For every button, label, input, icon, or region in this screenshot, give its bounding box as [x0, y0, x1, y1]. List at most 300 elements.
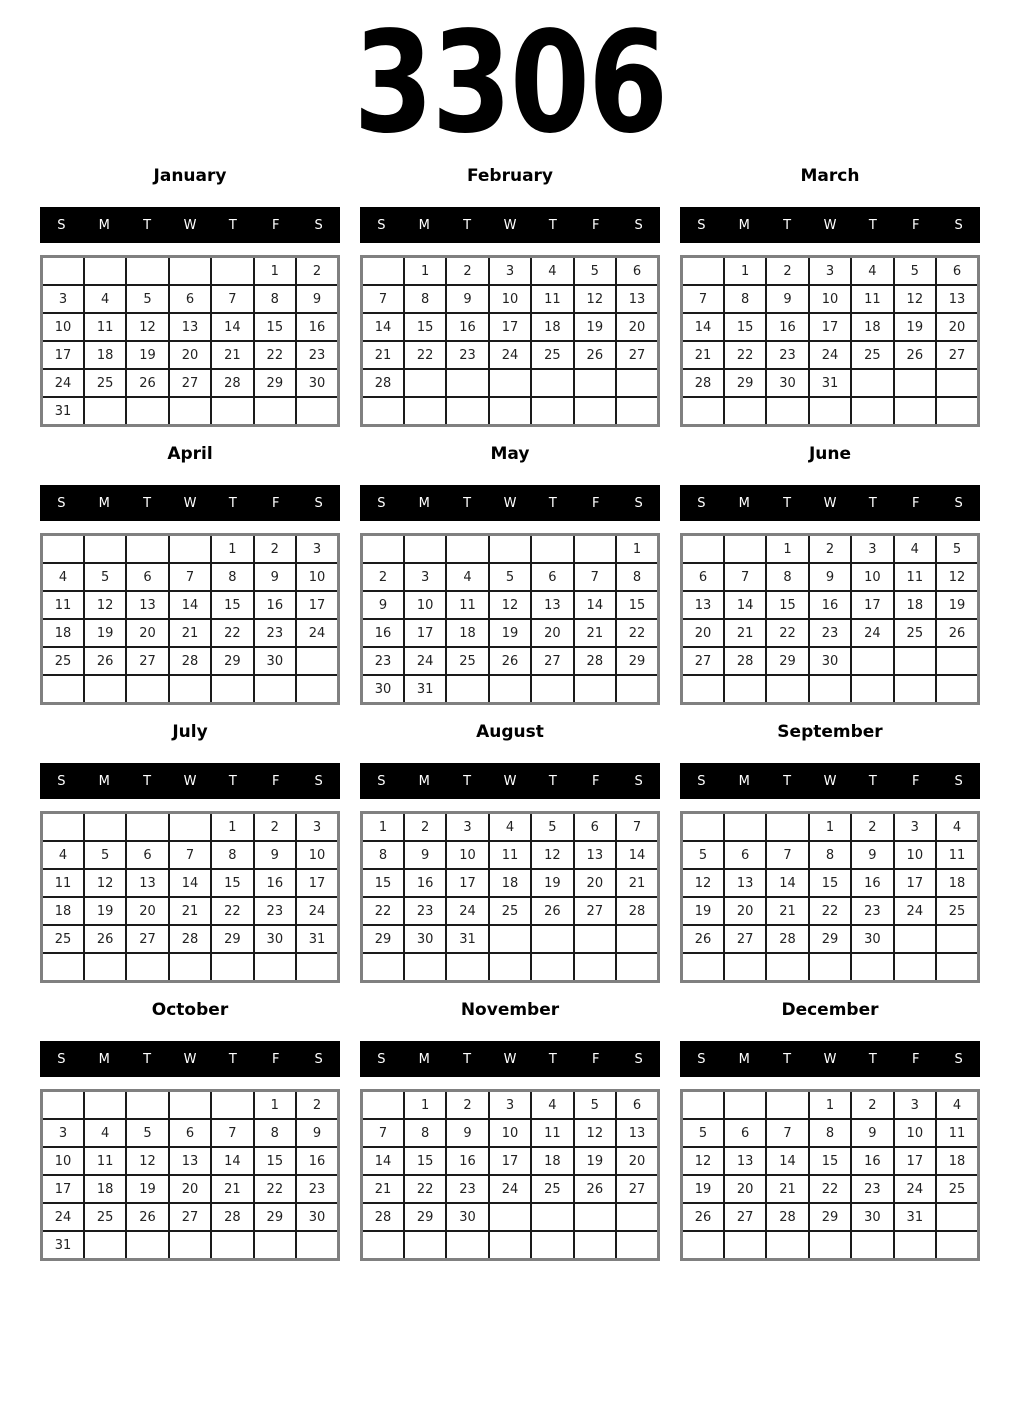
- week-row: [682, 869, 979, 897]
- day-cell: [362, 257, 404, 286]
- day-cell: 20: [531, 619, 573, 647]
- day-cell: [936, 369, 978, 397]
- day-cell: [296, 675, 338, 704]
- day-cell: [84, 257, 126, 286]
- week-row: [42, 675, 339, 704]
- day-cell: 13: [936, 285, 978, 313]
- day-cell: [936, 397, 978, 426]
- day-cell: 24: [489, 341, 531, 369]
- day-cell: [724, 397, 766, 426]
- day-cell: 10: [42, 313, 84, 341]
- day-cell: 20: [616, 313, 658, 341]
- day-cell: 13: [126, 869, 168, 897]
- day-cell: 13: [616, 285, 658, 313]
- day-cell: 10: [296, 563, 338, 591]
- day-cell: 26: [682, 925, 724, 953]
- day-cell: 5: [531, 813, 573, 842]
- day-cell: [362, 1231, 404, 1260]
- day-cell: 10: [489, 285, 531, 313]
- day-cell: 9: [851, 1119, 893, 1147]
- day-cell: [42, 257, 84, 286]
- day-cell: [851, 397, 893, 426]
- day-cell: [574, 675, 616, 704]
- day-cell: 12: [489, 591, 531, 619]
- day-cell: 14: [616, 841, 658, 869]
- day-cell: 17: [296, 591, 338, 619]
- month-title: November: [460, 1000, 560, 1020]
- day-cell: 19: [682, 1175, 724, 1203]
- day-cell: 20: [126, 619, 168, 647]
- day-cell: 11: [936, 1119, 978, 1147]
- day-cell: 7: [169, 563, 211, 591]
- day-cell: 23: [851, 1175, 893, 1203]
- day-cell: 19: [574, 1147, 616, 1175]
- day-cell: [724, 1091, 766, 1120]
- day-cell: 11: [489, 841, 531, 869]
- day-cell: 26: [126, 1203, 168, 1231]
- week-row: [42, 869, 339, 897]
- day-cell: 8: [809, 841, 851, 869]
- day-cell: 9: [446, 1119, 488, 1147]
- month-title: August: [476, 722, 544, 742]
- week-row: [682, 535, 979, 564]
- weekday-label: S: [697, 1051, 706, 1067]
- day-cell: [211, 257, 253, 286]
- weekday-label: F: [591, 773, 600, 789]
- day-cell: 20: [682, 619, 724, 647]
- weekday-label: S: [634, 217, 643, 233]
- weekday-header: [680, 207, 980, 243]
- week-row: [682, 647, 979, 675]
- day-cell: 22: [809, 897, 851, 925]
- day-cell: 21: [362, 341, 404, 369]
- day-cell: 6: [126, 563, 168, 591]
- day-cell: [574, 535, 616, 564]
- day-cell: 12: [936, 563, 978, 591]
- week-row: [42, 313, 339, 341]
- week-row: [362, 285, 659, 313]
- day-cell: [894, 1231, 936, 1260]
- month-title: October: [151, 1000, 229, 1020]
- weekday-label: S: [697, 495, 706, 511]
- day-cell: [404, 535, 446, 564]
- weekday-label: T: [783, 773, 792, 789]
- week-row: [682, 925, 979, 953]
- day-cell: 14: [724, 591, 766, 619]
- day-cell: 28: [169, 647, 211, 675]
- days-grid: [360, 533, 660, 705]
- day-cell: [446, 953, 488, 982]
- week-row: [42, 563, 339, 591]
- day-cell: 25: [531, 341, 573, 369]
- day-cell: 23: [446, 341, 488, 369]
- weekday-label: W: [823, 495, 837, 511]
- weekday-label: T: [868, 217, 877, 233]
- day-cell: 25: [489, 897, 531, 925]
- weekday-label: S: [314, 495, 323, 511]
- day-cell: 12: [574, 1119, 616, 1147]
- day-cell: 18: [531, 1147, 573, 1175]
- day-cell: [616, 925, 658, 953]
- week-row: [42, 1175, 339, 1203]
- day-cell: [531, 1203, 573, 1231]
- day-cell: 18: [84, 341, 126, 369]
- weekday-header: [40, 207, 340, 243]
- day-cell: 20: [126, 897, 168, 925]
- day-cell: 28: [766, 925, 808, 953]
- weekday-label: T: [228, 495, 237, 511]
- day-cell: 5: [84, 841, 126, 869]
- day-cell: 25: [42, 925, 84, 953]
- weekday-label: T: [143, 773, 152, 789]
- week-row: [42, 1147, 339, 1175]
- day-cell: 20: [724, 897, 766, 925]
- day-cell: [296, 647, 338, 675]
- day-cell: 19: [84, 619, 126, 647]
- weekday-label: M: [418, 217, 430, 233]
- day-cell: [84, 675, 126, 704]
- day-cell: 8: [211, 563, 253, 591]
- day-cell: 25: [42, 647, 84, 675]
- weekday-label: W: [183, 773, 197, 789]
- day-cell: 14: [682, 313, 724, 341]
- day-cell: [851, 1231, 893, 1260]
- weekday-label: S: [314, 217, 323, 233]
- day-cell: 20: [616, 1147, 658, 1175]
- week-row: [682, 1091, 979, 1120]
- day-cell: 5: [574, 1091, 616, 1120]
- day-cell: [362, 535, 404, 564]
- day-cell: [531, 369, 573, 397]
- day-cell: 2: [446, 1091, 488, 1120]
- day-cell: 14: [211, 1147, 253, 1175]
- day-cell: 7: [766, 1119, 808, 1147]
- day-cell: 10: [296, 841, 338, 869]
- weekday-label: F: [591, 217, 600, 233]
- day-cell: 8: [404, 285, 446, 313]
- day-cell: 14: [574, 591, 616, 619]
- day-cell: 1: [362, 813, 404, 842]
- weekday-label: M: [98, 1051, 110, 1067]
- day-cell: 25: [936, 897, 978, 925]
- day-cell: 4: [531, 1091, 573, 1120]
- day-cell: [809, 1231, 851, 1260]
- day-cell: 22: [254, 1175, 296, 1203]
- day-cell: 17: [42, 1175, 84, 1203]
- day-cell: 6: [616, 1091, 658, 1120]
- day-cell: 27: [936, 341, 978, 369]
- week-row: [42, 647, 339, 675]
- day-cell: [42, 535, 84, 564]
- weekday-label: W: [823, 1051, 837, 1067]
- day-cell: 22: [254, 341, 296, 369]
- day-cell: 24: [296, 897, 338, 925]
- days-grid: [40, 1089, 340, 1261]
- week-row: [682, 563, 979, 591]
- weekday-label: F: [911, 773, 920, 789]
- day-cell: 5: [574, 257, 616, 286]
- day-cell: 12: [574, 285, 616, 313]
- week-row: [42, 841, 339, 869]
- day-cell: 2: [254, 813, 296, 842]
- day-cell: 4: [894, 535, 936, 564]
- day-cell: [616, 1203, 658, 1231]
- week-row: [42, 953, 339, 982]
- day-cell: 11: [42, 869, 84, 897]
- month-block: [40, 166, 340, 427]
- week-row: [362, 535, 659, 564]
- day-cell: 26: [682, 1203, 724, 1231]
- day-cell: 31: [446, 925, 488, 953]
- day-cell: 6: [126, 841, 168, 869]
- weekday-label: T: [463, 217, 472, 233]
- day-cell: [682, 813, 724, 842]
- weekday-label: M: [738, 217, 750, 233]
- weekday-label: W: [183, 217, 197, 233]
- day-cell: 8: [766, 563, 808, 591]
- day-cell: 4: [42, 563, 84, 591]
- day-cell: [766, 1091, 808, 1120]
- day-cell: 8: [724, 285, 766, 313]
- day-cell: 22: [362, 897, 404, 925]
- day-cell: 4: [84, 285, 126, 313]
- day-cell: 16: [446, 1147, 488, 1175]
- week-row: [362, 675, 659, 704]
- day-cell: 16: [254, 869, 296, 897]
- week-row: [362, 591, 659, 619]
- week-row: [42, 1231, 339, 1260]
- day-cell: 15: [404, 313, 446, 341]
- day-cell: 27: [126, 647, 168, 675]
- day-cell: 11: [446, 591, 488, 619]
- weekday-header: [360, 1041, 660, 1077]
- day-cell: [84, 1091, 126, 1120]
- day-cell: 31: [296, 925, 338, 953]
- weekday-label: W: [503, 773, 517, 789]
- day-cell: [254, 1231, 296, 1260]
- day-cell: 12: [531, 841, 573, 869]
- day-cell: [682, 1231, 724, 1260]
- day-cell: 14: [169, 591, 211, 619]
- day-cell: 14: [362, 1147, 404, 1175]
- day-cell: 6: [724, 1119, 766, 1147]
- weekday-header: [360, 763, 660, 799]
- week-row: [682, 369, 979, 397]
- day-cell: [169, 1231, 211, 1260]
- week-row: [362, 841, 659, 869]
- weekday-label: F: [271, 495, 280, 511]
- day-cell: 13: [682, 591, 724, 619]
- day-cell: 22: [809, 1175, 851, 1203]
- day-cell: 10: [894, 1119, 936, 1147]
- day-cell: 9: [254, 563, 296, 591]
- week-row: [362, 869, 659, 897]
- day-cell: [489, 925, 531, 953]
- weekday-label: S: [314, 773, 323, 789]
- day-cell: 27: [169, 369, 211, 397]
- day-cell: [766, 1231, 808, 1260]
- weekday-header: [360, 485, 660, 521]
- day-cell: 29: [809, 1203, 851, 1231]
- week-row: [362, 647, 659, 675]
- day-cell: 31: [42, 397, 84, 426]
- day-cell: 22: [211, 897, 253, 925]
- day-cell: 25: [446, 647, 488, 675]
- day-cell: [254, 397, 296, 426]
- day-cell: 1: [809, 1091, 851, 1120]
- day-cell: [446, 369, 488, 397]
- week-row: [362, 341, 659, 369]
- day-cell: 21: [574, 619, 616, 647]
- day-cell: 23: [446, 1175, 488, 1203]
- day-cell: [84, 1231, 126, 1260]
- weekday-header: [40, 485, 340, 521]
- day-cell: 16: [362, 619, 404, 647]
- day-cell: [211, 397, 253, 426]
- weekday-label: T: [548, 217, 557, 233]
- weekday-label: M: [98, 495, 110, 511]
- day-cell: 21: [169, 897, 211, 925]
- day-cell: 9: [296, 1119, 338, 1147]
- day-cell: 1: [254, 257, 296, 286]
- day-cell: 5: [894, 257, 936, 286]
- week-row: [42, 369, 339, 397]
- weekday-label: S: [634, 773, 643, 789]
- day-cell: 28: [362, 1203, 404, 1231]
- week-row: [362, 563, 659, 591]
- day-cell: 21: [616, 869, 658, 897]
- day-cell: [254, 953, 296, 982]
- weekday-header: [680, 485, 980, 521]
- days-grid: [680, 255, 980, 427]
- day-cell: 9: [254, 841, 296, 869]
- day-cell: 19: [682, 897, 724, 925]
- day-cell: 15: [809, 869, 851, 897]
- week-row: [362, 369, 659, 397]
- day-cell: [126, 397, 168, 426]
- day-cell: [894, 925, 936, 953]
- day-cell: [936, 647, 978, 675]
- day-cell: [851, 953, 893, 982]
- day-cell: [682, 257, 724, 286]
- day-cell: 13: [126, 591, 168, 619]
- day-cell: 10: [404, 591, 446, 619]
- weekday-label: T: [868, 773, 877, 789]
- week-row: [362, 897, 659, 925]
- day-cell: 26: [531, 897, 573, 925]
- day-cell: 29: [616, 647, 658, 675]
- week-row: [682, 285, 979, 313]
- day-cell: 2: [296, 257, 338, 286]
- day-cell: 30: [296, 1203, 338, 1231]
- day-cell: 30: [851, 1203, 893, 1231]
- day-cell: 19: [126, 1175, 168, 1203]
- week-row: [682, 841, 979, 869]
- day-cell: 17: [851, 591, 893, 619]
- day-cell: 27: [169, 1203, 211, 1231]
- day-cell: 7: [724, 563, 766, 591]
- day-cell: 12: [126, 313, 168, 341]
- month-block: [680, 444, 980, 705]
- day-cell: 22: [211, 619, 253, 647]
- day-cell: 1: [724, 257, 766, 286]
- weekday-label: F: [271, 773, 280, 789]
- day-cell: 18: [42, 619, 84, 647]
- day-cell: 12: [682, 1147, 724, 1175]
- day-cell: [724, 1231, 766, 1260]
- day-cell: 10: [894, 841, 936, 869]
- day-cell: 9: [851, 841, 893, 869]
- day-cell: 15: [254, 1147, 296, 1175]
- weekday-label: F: [271, 1051, 280, 1067]
- month-title: December: [781, 1000, 879, 1020]
- day-cell: 7: [574, 563, 616, 591]
- day-cell: 21: [211, 341, 253, 369]
- day-cell: 28: [169, 925, 211, 953]
- day-cell: 7: [362, 1119, 404, 1147]
- day-cell: 13: [724, 869, 766, 897]
- day-cell: 11: [894, 563, 936, 591]
- day-cell: 15: [404, 1147, 446, 1175]
- day-cell: [531, 953, 573, 982]
- day-cell: [296, 953, 338, 982]
- day-cell: 1: [404, 1091, 446, 1120]
- weekday-label: T: [868, 495, 877, 511]
- week-row: [682, 341, 979, 369]
- week-row: [362, 925, 659, 953]
- week-row: [42, 813, 339, 842]
- day-cell: [362, 953, 404, 982]
- day-cell: [531, 675, 573, 704]
- day-cell: 24: [42, 1203, 84, 1231]
- month-title: June: [808, 444, 852, 464]
- day-cell: [126, 535, 168, 564]
- weekday-label: T: [783, 495, 792, 511]
- day-cell: 24: [42, 369, 84, 397]
- weekday-label: M: [98, 773, 110, 789]
- weekday-label: S: [57, 1051, 66, 1067]
- weekday-label: M: [738, 495, 750, 511]
- weekday-label: T: [783, 217, 792, 233]
- day-cell: 13: [169, 1147, 211, 1175]
- weekday-label: S: [634, 495, 643, 511]
- weekday-label: W: [183, 1051, 197, 1067]
- day-cell: 9: [404, 841, 446, 869]
- day-cell: [894, 397, 936, 426]
- day-cell: [489, 953, 531, 982]
- weekday-label: W: [503, 495, 517, 511]
- month-title: April: [167, 444, 213, 464]
- day-cell: 14: [362, 313, 404, 341]
- day-cell: 17: [809, 313, 851, 341]
- day-cell: 11: [84, 313, 126, 341]
- day-cell: [531, 397, 573, 426]
- day-cell: 3: [489, 257, 531, 286]
- day-cell: [211, 953, 253, 982]
- week-row: [682, 897, 979, 925]
- day-cell: 12: [682, 869, 724, 897]
- weekday-label: T: [463, 1051, 472, 1067]
- day-cell: [531, 925, 573, 953]
- weekday-label: S: [954, 217, 963, 233]
- day-cell: 8: [404, 1119, 446, 1147]
- days-grid: [40, 811, 340, 983]
- day-cell: [616, 1231, 658, 1260]
- month-block: [40, 722, 340, 983]
- weekday-label: F: [911, 495, 920, 511]
- weekday-header: [680, 763, 980, 799]
- day-cell: 11: [531, 285, 573, 313]
